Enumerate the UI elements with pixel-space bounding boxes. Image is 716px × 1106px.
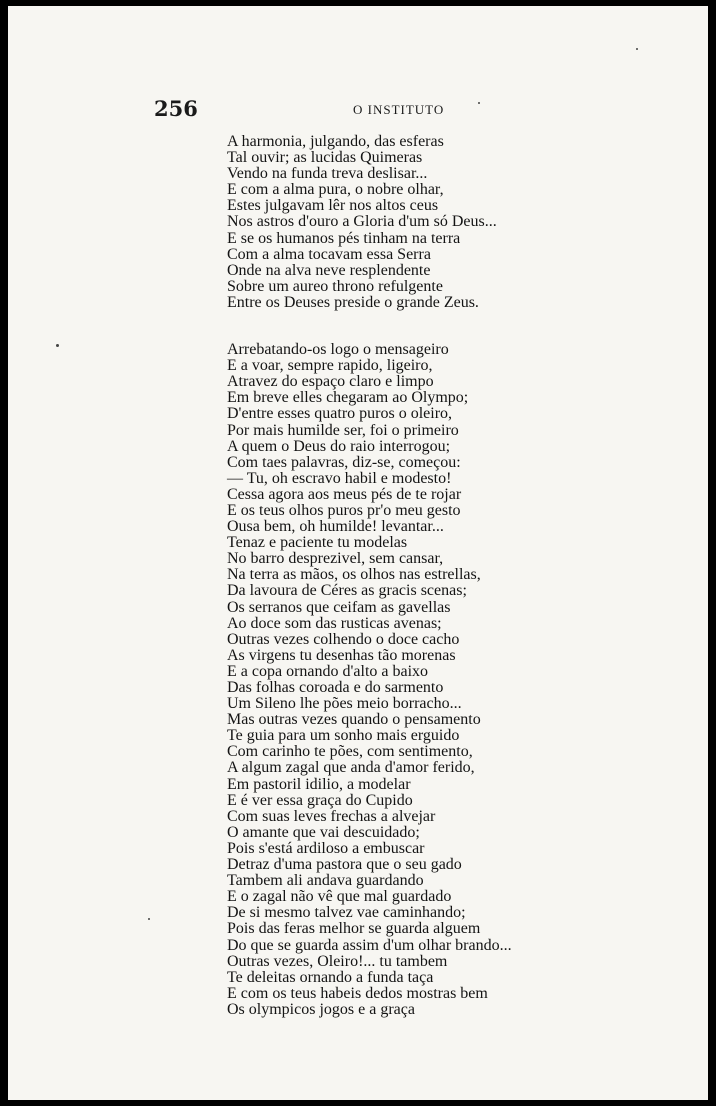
stanza-divider <box>227 311 697 342</box>
verse-line: De si mesmo talvez vae caminhando; <box>227 904 466 922</box>
verse-line: E a copa ornando d'alto a baixo <box>227 662 429 680</box>
verse-line: Em pastoril idilio, a modelar <box>227 775 411 793</box>
verse-line: Vendo na funda treva deslisar... <box>227 165 428 183</box>
verse-line: Cessa agora aos meus pés de te rojar <box>227 485 462 503</box>
verse-line: No barro desprezivel, sem cansar, <box>227 550 444 568</box>
verse-line: Pois s'está ardiloso a embuscar <box>227 839 425 857</box>
paper-speck <box>636 48 638 50</box>
verse-line: E com os teus habeis dedos mostras bem <box>227 984 488 1002</box>
verse-line: Com carinho te pões, com sentimento, <box>227 743 473 761</box>
verse-line: Atravez do espaço claro e limpo <box>227 373 434 391</box>
verse-line: Com suas leves frechas a alvejar <box>227 807 436 825</box>
verse-line: Pois das feras melhor se guarda alguem <box>227 920 481 938</box>
verse-line: E o zagal não vê que mal guardado <box>227 888 452 906</box>
verse-line: E com a alma pura, o nobre olhar, <box>227 181 444 199</box>
verse-line: Outras vezes colhendo o doce cacho <box>227 630 460 648</box>
verse-line: E os teus olhos puros pr'o meu gesto <box>227 501 461 519</box>
verse-line: Tambem ali andava guardando <box>227 872 424 890</box>
verse-line: Detraz d'uma pastora que o seu gado <box>227 856 462 874</box>
verse-line: Ousa bem, oh humilde! levantar... <box>227 518 444 536</box>
verse-line: Em breve elles chegaram ao Olympo; <box>227 389 469 407</box>
verse-line: Te deleitas ornando a funda taça <box>227 968 434 986</box>
verse-line: O amante que vai descuidado; <box>227 823 420 841</box>
verse-line: E se os humanos pés tinham na terra <box>227 229 461 247</box>
verse-line: A algum zagal que anda d'amor ferido, <box>227 759 475 777</box>
verse-line: As virgens tu desenhas tão morenas <box>227 646 456 664</box>
verse-line: E é ver essa graça do Cupido <box>227 791 413 809</box>
paper-speck <box>478 102 480 104</box>
verse-line: Mas outras vezes quando o pensamento <box>227 711 481 729</box>
verse-line: E a voar, sempre rapido, ligeiro, <box>227 357 433 375</box>
verse-line: Com a alma tocavam essa Serra <box>227 245 431 263</box>
verse-line: Com taes palavras, diz-se, começou: <box>227 453 461 471</box>
page-header <box>8 94 708 124</box>
poem-body <box>227 134 697 1018</box>
verse-line: Onde na alva neve resplendente <box>227 261 431 279</box>
stanza-2 <box>227 342 697 1018</box>
verse-line: Por mais humilde ser, foi o primeiro <box>227 421 459 439</box>
verse-line: Na terra as mãos, os olhos nas estrellas, <box>227 566 481 584</box>
verse-line: A harmonia, julgando, das esferas <box>227 133 444 150</box>
page-number: 256 <box>154 96 198 121</box>
book-page <box>8 6 708 1100</box>
verse-line: Do que se guarda assim d'um olhar brando... <box>227 936 512 954</box>
verse-line: Tal ouvir; as lucidas Quimeras <box>227 149 423 167</box>
verse-line: Ao doce som das rusticas avenas; <box>227 614 442 632</box>
verse-line: D'entre esses quatro puros o oleiro, <box>227 405 453 423</box>
verse-line: Entre os Deuses preside o grande Zeus. <box>227 293 479 311</box>
stanza-1 <box>227 134 697 311</box>
verse-line: Outras vezes, Oleiro!... tu tambem <box>227 952 448 970</box>
verse-line: Os olympicos jogos e a graça <box>227 1000 415 1018</box>
verse-line: Sobre um aureo throno refulgente <box>227 277 443 295</box>
verse-line: Da lavoura de Céres as gracis scenas; <box>227 582 467 600</box>
verse-line: Estes julgavam lêr nos altos ceus <box>227 197 439 215</box>
verse-line: A quem o Deus do raio interrogou; <box>227 437 451 455</box>
verse-line: Tenaz e paciente tu modelas <box>227 534 408 552</box>
verse-line: Das folhas coroada e do sarmento <box>227 679 444 696</box>
verse-line: Te guia para um sonho mais erguido <box>227 727 460 745</box>
running-title: O INSTITUTO <box>353 102 445 117</box>
verse-line: Os serranos que ceifam as gavellas <box>227 598 451 616</box>
verse-line: Arrebatando-os logo o mensageiro <box>227 341 449 359</box>
verse-line: Nos astros d'ouro a Gloria d'um só Deus... <box>227 213 497 231</box>
paper-speck <box>148 918 150 920</box>
verse-line: Um Sileno lhe pões meio borracho... <box>227 695 462 713</box>
verse-line: — Tu, oh escravo habil e modesto! <box>227 469 452 487</box>
paper-speck <box>56 344 59 347</box>
